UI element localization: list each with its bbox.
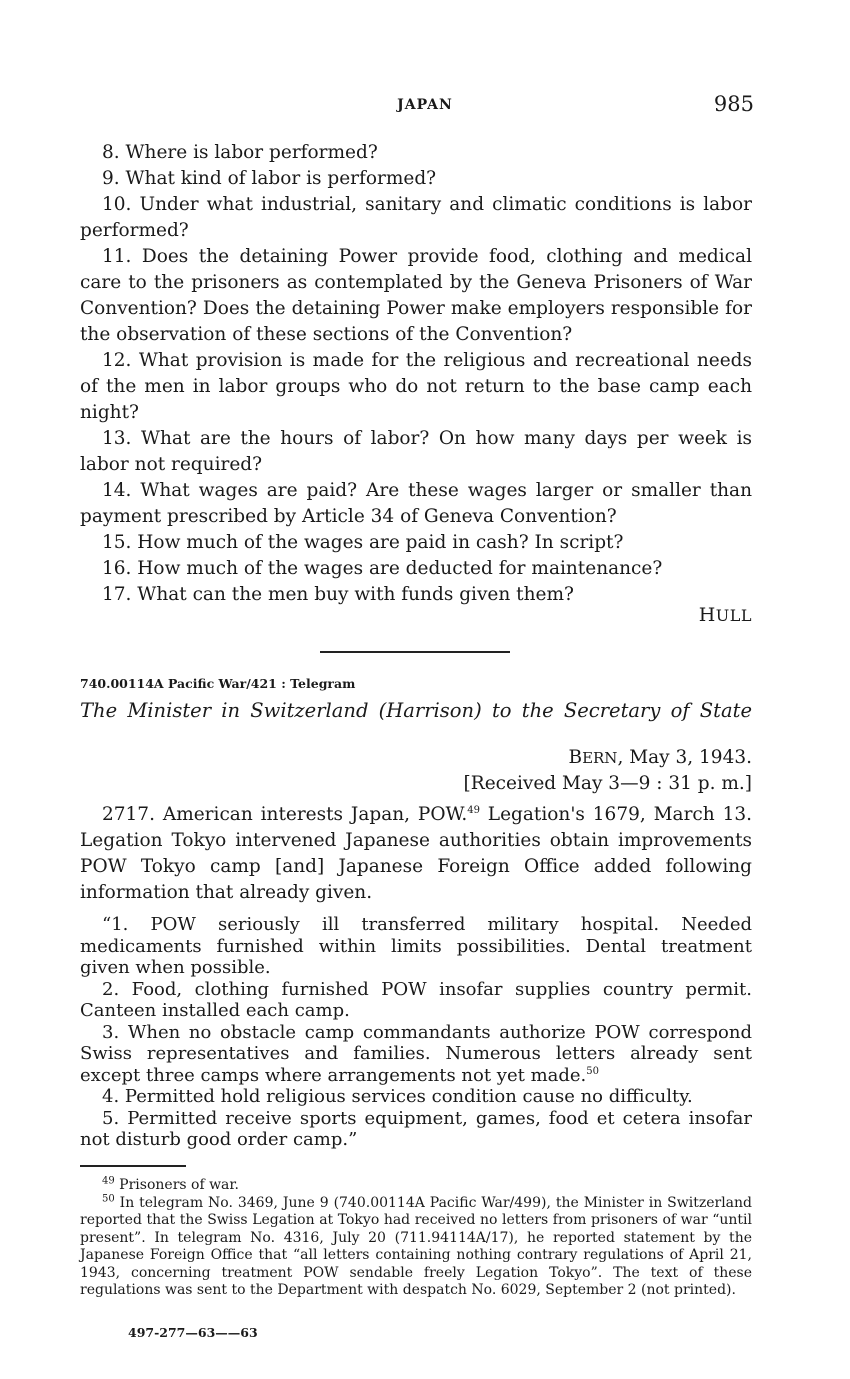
quote-item: “1. POW seriously ill transferred military hospital. Needed medicaments furnished within limits possibilities. Dental treatment given when possible.	[80, 914, 752, 978]
received-line: [Received May 3—9 : 31 p. m.]	[463, 773, 752, 794]
document-heading: The Minister in Switzerland (Harrison) to the Secretary of State	[80, 699, 752, 722]
telegram-paragraph	[80, 802, 752, 906]
date-text: , May 3, 1943.	[617, 747, 752, 768]
quote-item: 2. Food, clothing furnished POW insofar supplies country permit. Canteen installed each camp.	[80, 978, 752, 1021]
print-code: 497-277—63——63	[128, 1325, 258, 1340]
quote-text: 3. When no obstacle camp commandants authorize POW correspond Swiss representatives and families. Numerous letters already sent except three camps where arrangements not yet made.	[80, 1021, 752, 1086]
quote-item	[80, 1022, 752, 1087]
page-number: 985	[713, 92, 754, 116]
question-item: 10. Under what industrial, sanitary and climatic conditions is labor performed?	[80, 194, 752, 241]
question-item: 13. What are the hours of labor? On how many days per week is labor not required?	[80, 428, 752, 475]
body-text-b: Legation's 1679, March 13. Legation Tokyo intervened Japanese authorities obtain improvements POW Tokyo camp [and] Japanese Foreign Office added following information that already given.	[80, 804, 752, 903]
question-list	[80, 140, 752, 608]
question-item: 8. Where is labor performed?	[102, 142, 378, 163]
section-divider	[320, 651, 510, 653]
place-date	[464, 745, 752, 771]
question-item: 14. What wages are paid? Are these wages larger or smaller than payment prescribed by Article 34 of Geneva Convention?	[80, 480, 752, 527]
footnote	[80, 1192, 752, 1300]
dateline	[464, 745, 752, 797]
body-text-a: 2717. American interests Japan, POW.	[102, 804, 468, 825]
question-item: 15. How much of the wages are paid in cash? In script?	[102, 532, 624, 553]
question-item: 16. How much of the wages are deducted for maintenance?	[102, 558, 663, 579]
quote-item: 5. Permitted receive sports equipment, games, food et cetera insofar not disturb good order camp.”	[80, 1107, 752, 1150]
telegram-body	[80, 802, 752, 906]
signature-rest: ULL	[715, 606, 752, 625]
question-item: 11. Does the detaining Power provide food, clothing and medical care to the prisoners as contemplated by the Geneva Prisoners of War Convention? Does the detaining Power make employers responsible for the observation of these sections of the Convention?	[80, 246, 752, 345]
footnote-divider	[80, 1165, 186, 1167]
question-item: 9. What kind of labor is performed?	[102, 168, 437, 189]
signature	[699, 604, 752, 626]
place-rest: ERN	[582, 749, 618, 767]
signature-initial: H	[698, 604, 716, 626]
quoted-information	[80, 914, 752, 1151]
file-reference: 740.00114A Pacific War/421 : Telegram	[80, 676, 356, 691]
question-item: 17. What can the men buy with funds given them?	[102, 584, 574, 605]
footnote	[80, 1177, 752, 1195]
running-header-title: JAPAN	[397, 97, 453, 113]
footnote-number: 50	[102, 1192, 115, 1204]
place-initial: B	[568, 747, 583, 768]
question-item: 12. What provision is made for the religious and recreational needs of the men in labor groups who do not return to the base camp each night?	[80, 350, 752, 423]
footnote-text: Prisoners of war.	[114, 1177, 240, 1193]
footnote-ref: 50	[586, 1065, 600, 1077]
quote-item: 4. Permitted hold religious services condition cause no difficulty.	[102, 1086, 693, 1107]
footnote-ref: 49	[467, 804, 480, 816]
footnotes	[80, 1177, 752, 1300]
footnote-text: In telegram No. 3469, June 9 (740.00114A Pacific War/499), the Minister in Switzerland reported that the Swiss Legation at Tokyo had received no letters from prisoners of war “until present”. In telegram No. 4316, July 20 (711.94114A/17), he reported statement by the Japanese Foreign Office that “all letters containing nothing contrary regulations of April 21, 1943, concerning treatment POW sendable freely Legation Tokyo”. The text of these regulations was sent to the Department with despatch No. 6029, September 2 (not printed).	[80, 1194, 752, 1298]
footnote-number: 49	[102, 1175, 115, 1187]
